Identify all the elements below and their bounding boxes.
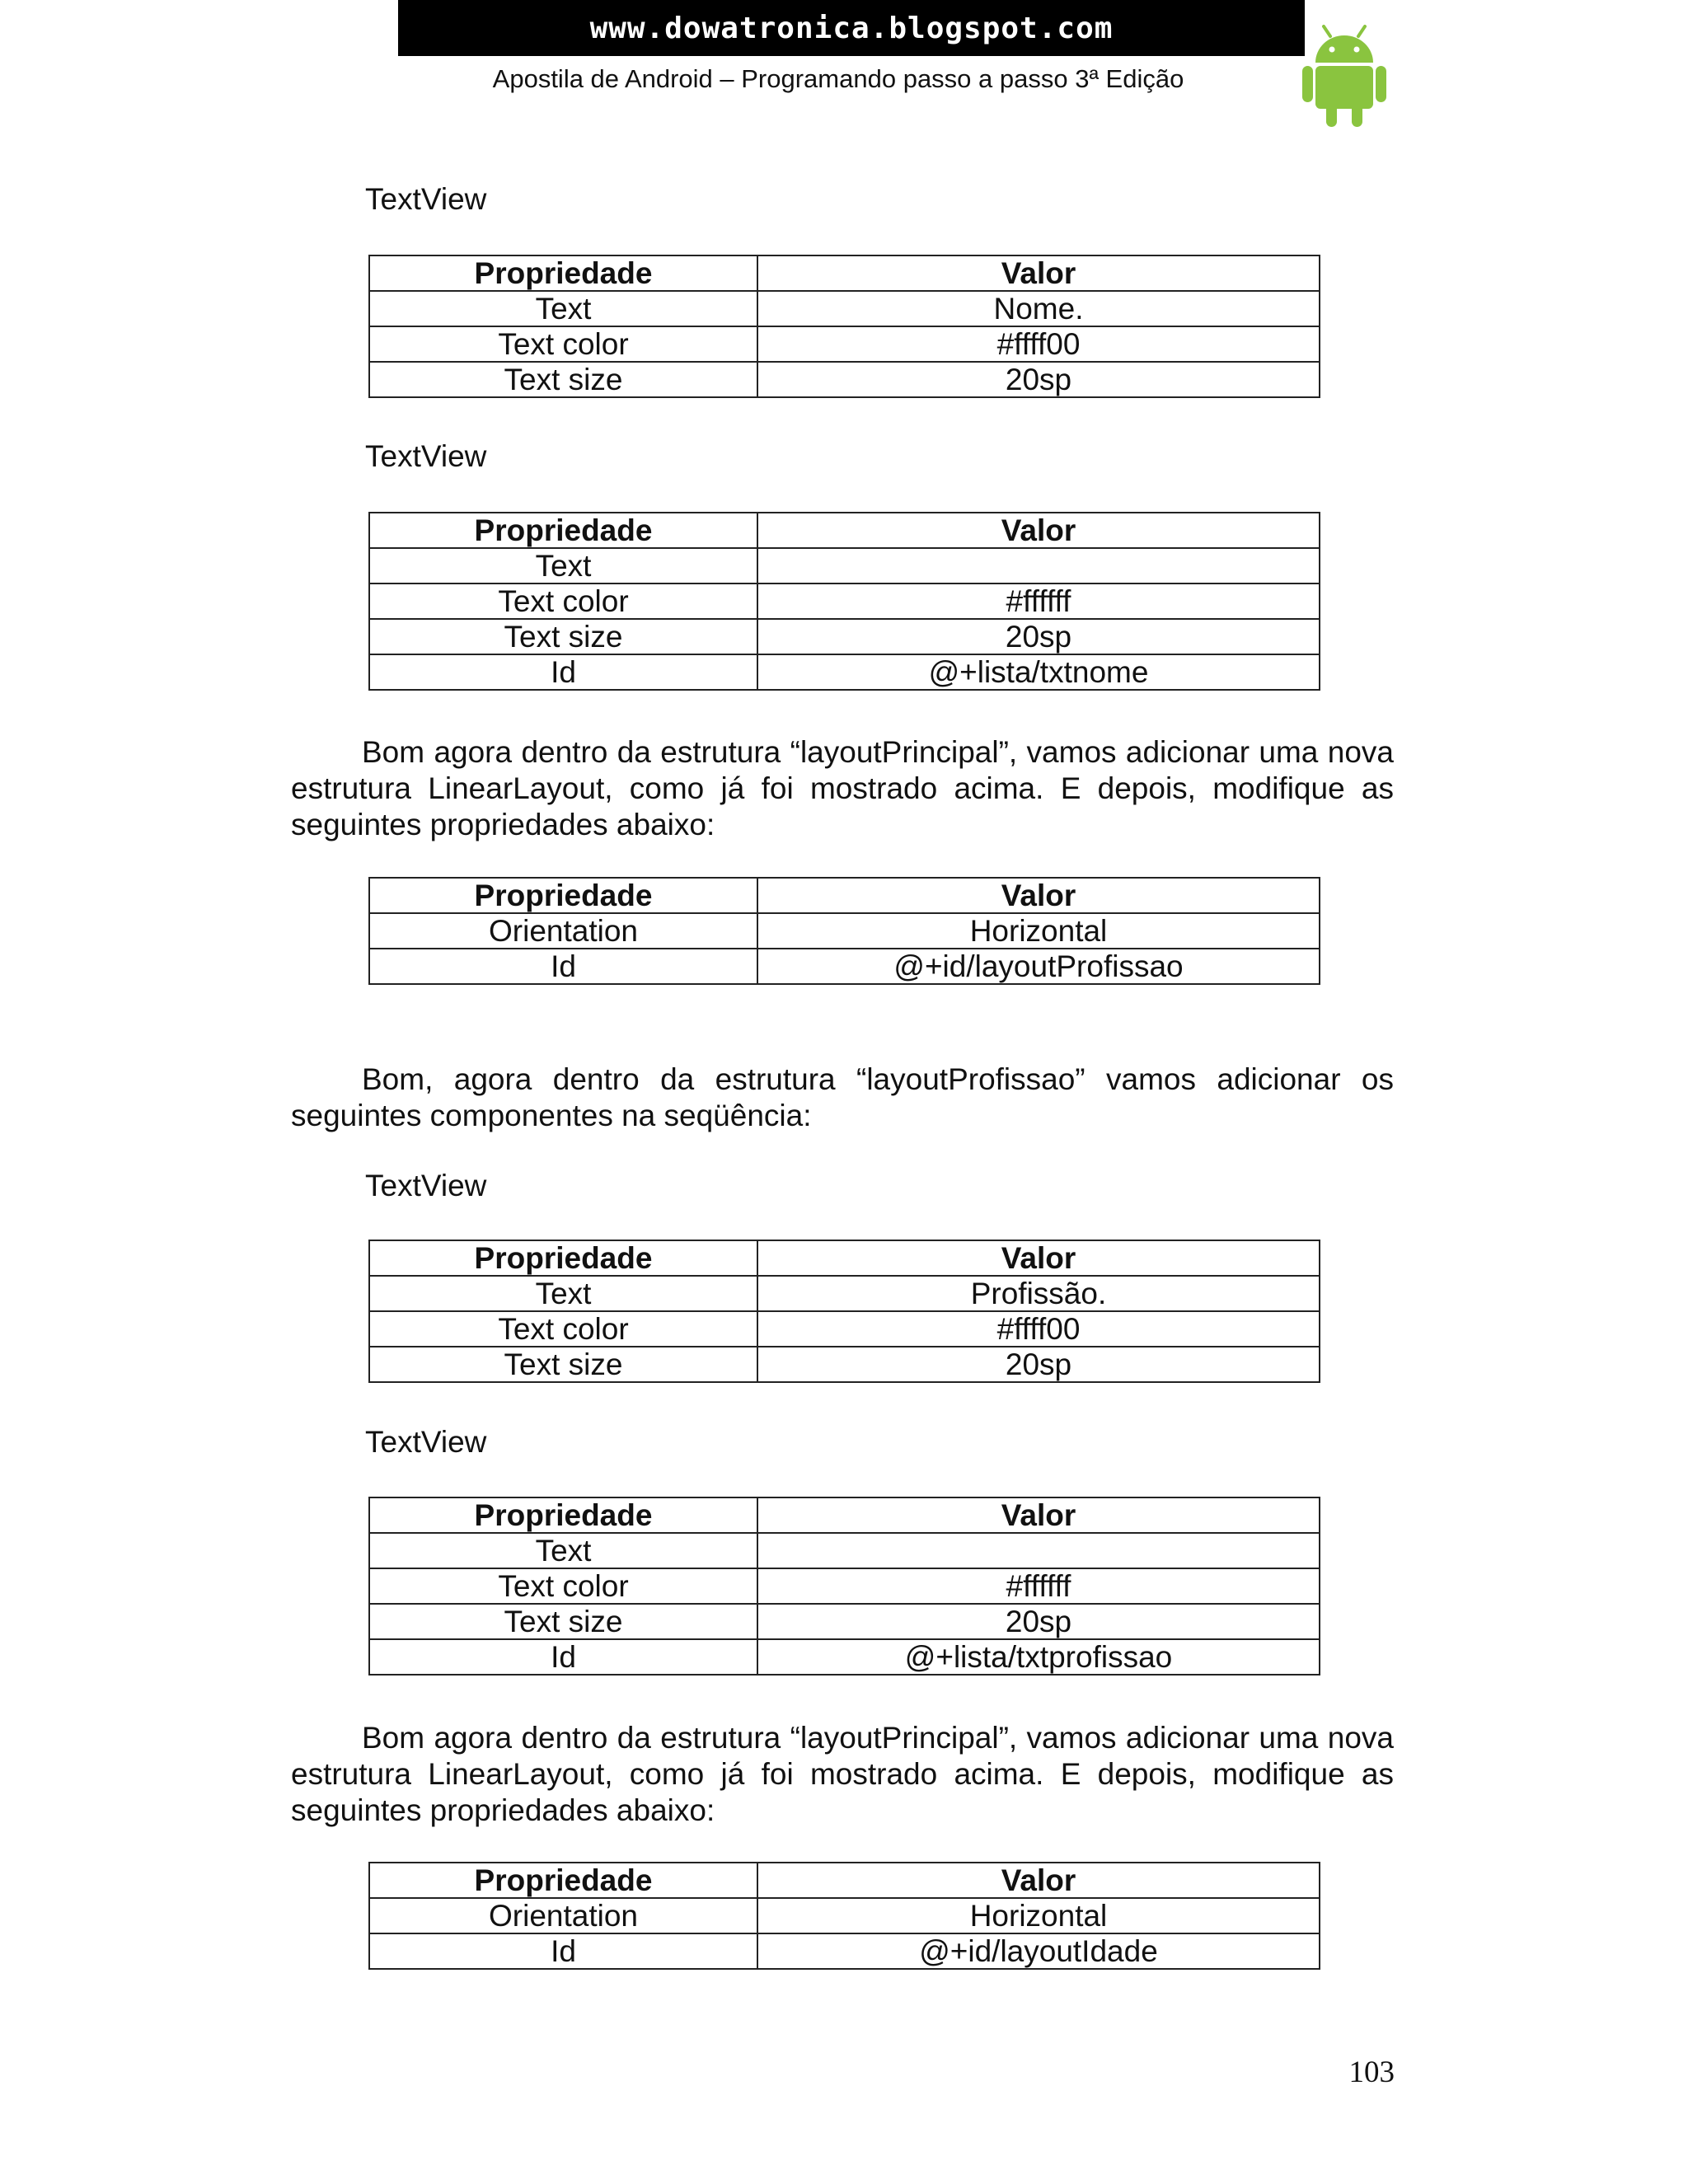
table-row — [369, 1933, 1320, 1969]
property-cell: Id — [369, 1639, 757, 1675]
header-cell-property: Propriedade — [369, 1240, 757, 1276]
table-row — [369, 1604, 1320, 1639]
table-row — [369, 1639, 1320, 1675]
value-cell: 20sp — [757, 1347, 1320, 1382]
value-cell: Profissão. — [757, 1276, 1320, 1311]
table-row — [369, 1568, 1320, 1604]
table-header-row — [369, 513, 1320, 548]
property-cell: Text — [369, 548, 757, 583]
header-banner — [398, 0, 1305, 56]
value-cell: Horizontal — [757, 913, 1320, 949]
value-cell: @+id/layoutProfissao — [757, 949, 1320, 984]
property-cell: Text color — [369, 1311, 757, 1347]
property-cell: Text — [369, 1533, 757, 1568]
value-cell: 20sp — [757, 619, 1320, 654]
table-row — [369, 548, 1320, 583]
table-header-row — [369, 1240, 1320, 1276]
header-cell-value: Valor — [757, 255, 1320, 291]
table-row — [369, 362, 1320, 397]
header-cell-value: Valor — [757, 1863, 1320, 1898]
table-row — [369, 583, 1320, 619]
table-row — [369, 1533, 1320, 1568]
table-header-row — [369, 1863, 1320, 1898]
table-row — [369, 1276, 1320, 1311]
property-cell: Text size — [369, 362, 757, 397]
section-label-textview-1: TextView — [365, 182, 487, 216]
value-cell: Horizontal — [757, 1898, 1320, 1933]
property-cell: Orientation — [369, 913, 757, 949]
table-header-row — [369, 255, 1320, 291]
table-row — [369, 949, 1320, 984]
property-cell: Id — [369, 654, 757, 690]
property-cell: Text size — [369, 619, 757, 654]
table-row — [369, 1311, 1320, 1347]
property-cell: Text size — [369, 1604, 757, 1639]
section-label-textview-2: TextView — [365, 439, 487, 473]
property-cell: Text — [369, 291, 757, 326]
section-label-textview-3: TextView — [365, 1169, 487, 1202]
table-header-row — [369, 878, 1320, 913]
body-paragraph-2: Bom, agora dentro da estrutura “layoutProfissao” vamos adicionar os seguintes componentes na seqüência: — [291, 1062, 1394, 1132]
property-cell: Id — [369, 1933, 757, 1969]
header-cell-property: Propriedade — [369, 255, 757, 291]
value-cell: #ffffff — [757, 1568, 1320, 1604]
table-header-row — [369, 1497, 1320, 1533]
header-cell-value: Valor — [757, 878, 1320, 913]
properties-table-6 — [368, 1862, 1320, 1970]
header-subtitle: Apostila de Android – Programando passo a passo 3ª Edição — [492, 64, 1184, 93]
property-cell: Text — [369, 1276, 757, 1311]
table-row — [369, 326, 1320, 362]
value-cell: #ffffff — [757, 583, 1320, 619]
property-cell: Text color — [369, 1568, 757, 1604]
value-cell: 20sp — [757, 1604, 1320, 1639]
value-cell: 20sp — [757, 362, 1320, 397]
properties-table-2 — [368, 512, 1320, 691]
header-cell-property: Propriedade — [369, 513, 757, 548]
table-row — [369, 291, 1320, 326]
value-cell: @+lista/txtprofissao — [757, 1639, 1320, 1675]
properties-table-3 — [368, 877, 1320, 985]
property-cell: Id — [369, 949, 757, 984]
property-cell: Text color — [369, 326, 757, 362]
header-cell-property: Propriedade — [369, 1497, 757, 1533]
value-cell: #ffff00 — [757, 1311, 1320, 1347]
header-cell-property: Propriedade — [369, 878, 757, 913]
banner-url: www.dowatronica.blogspot.com — [589, 11, 1114, 45]
value-cell — [757, 1533, 1320, 1568]
header-cell-property: Propriedade — [369, 1863, 757, 1898]
section-label-textview-4: TextView — [365, 1425, 487, 1459]
body-paragraph-1: Bom agora dentro da estrutura “layoutPrincipal”, vamos adicionar uma nova estrutura LinearLayout, como já foi mostrado acima. E depois, modifique as seguintes propriedades abaixo: — [291, 735, 1394, 841]
value-cell: @+id/layoutIdade — [757, 1933, 1320, 1969]
table-row — [369, 654, 1320, 690]
value-cell: @+lista/txtnome — [757, 654, 1320, 690]
header-cell-value: Valor — [757, 1497, 1320, 1533]
value-cell: Nome. — [757, 291, 1320, 326]
properties-table-1 — [368, 255, 1320, 398]
body-paragraph-3: Bom agora dentro da estrutura “layoutPrincipal”, vamos adicionar uma nova estrutura LinearLayout, como já foi mostrado acima. E depois, modifique as seguintes propriedades abaixo: — [291, 1721, 1394, 1827]
android-robot-icon — [1302, 25, 1386, 127]
table-row — [369, 619, 1320, 654]
value-cell — [757, 548, 1320, 583]
header-cell-value: Valor — [757, 513, 1320, 548]
header-cell-value: Valor — [757, 1240, 1320, 1276]
property-cell: Text size — [369, 1347, 757, 1382]
page-number: 103 — [1348, 2055, 1395, 2089]
table-row — [369, 1898, 1320, 1933]
properties-table-4 — [368, 1240, 1320, 1383]
property-cell: Text color — [369, 583, 757, 619]
property-cell: Orientation — [369, 1898, 757, 1933]
properties-table-5 — [368, 1497, 1320, 1675]
value-cell: #ffff00 — [757, 326, 1320, 362]
table-row — [369, 1347, 1320, 1382]
table-row — [369, 913, 1320, 949]
